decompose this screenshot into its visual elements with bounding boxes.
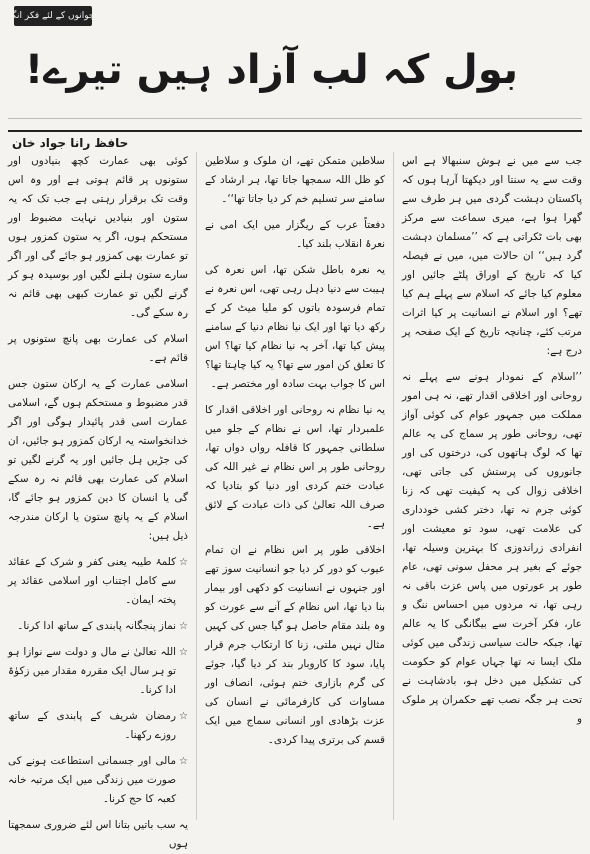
headline: بول کہ لب آزاد ہیں تیرے!: [24, 47, 518, 93]
closing-paragraph: یہ سب باتیں بتانا اس لئے ضروری سمجھتا ہوں: [8, 819, 188, 850]
pillar-item: [8, 752, 188, 809]
column-divider: [196, 152, 197, 820]
paragraph: دفعتاً عرب کے ریگزار میں ایک امی نے نعرۂ انقلاب بلند کیا۔: [205, 219, 385, 250]
paragraph: کوئی بھی عمارت کچھ بنیادوں اور ستونوں پر قائم ہوتی ہے اور وہ اس وقت تک برقرار رہتی ہے جب تک کہ یہ ستون اور بنیادیں نہایت مضبوط اور مستحکم ہوں، اگر یہ ستون کمزور ہوں تو عمارت بھی کمزور ہو جائے گی اور اگر سارے ستون ہلنے لگیں اور بوسیدہ ہو کر گرنے لگیں تو عمارت کبھی بھی قائم نہ رہ سکے گی۔: [8, 155, 188, 319]
quote-paragraph: ’’اسلام کے نمودار ہونے سے پہلے نہ روحانی اور اخلاقی اقدار تھے، نہ ہی امور مملکت میں جمہور عوام کی کوئی آواز تھی، روحانی طور پر سماج کی یہ عالم تھا کہ لوگ ہاتھوں کی، درختوں کی اور جانوروں کی پرستش کی جاتی تھی، اخلاقی زوال کی یہ کیفیت تھی کہ زنا کوئی جرم نہ تھا، دختر کشی خودداری کی علامت تھی، سود تو معیشت اور انفرادی زراندوزی کا بہترین وسیلہ تھا، جوئے کے بغیر ہر محفل سونی تھی، عام طور پر عورتوں میں پاس عزت باقی نہ رہی تھا، نہ مردوں میں احساس ننگ و عار، فکر آخرت سے بیگانگی کا یہ عالم تھا، جبکہ حالت سیاسی زندگی میں کوئی ملک ایسا نہ تھا جہاں عوام کو حکومت کی تشکیل میں دخل ہو، بادشاہت نے تحت ہر جگہ نصب تھے حکمران پر ملوک و: [402, 371, 582, 725]
column-right: [402, 152, 582, 820]
pillar-text: کلمۂ طیبہ یعنی کفر و شرک کے عقائد سے کامل اجتناب اور اسلامی عقائد پر پختہ ایمان۔: [8, 556, 177, 606]
column-left: [8, 152, 188, 850]
column-divider: [393, 152, 394, 820]
pillar-item: [8, 643, 188, 700]
star-icon: ☆: [179, 621, 188, 632]
column-middle: [205, 152, 385, 820]
pillar-text: مالی اور جسمانی استطاعت ہونے کی صورت میں زندگی میں ایک مرتبہ خانہ کعبہ کا حج کرنا۔: [8, 755, 177, 805]
paragraph: یہ نیا نظام نہ روحانی اور اخلاقی اقدار کا علمبردار تھا، اس نے نظام کے جلو میں سلطانی جمہور کا قافلہ رواں دواں تھا، روحانی طور پر اس نظام نے غیر اللہ کی عبادت ختم کردی اور دنیا کو بتادیا کہ صرف اللہ تعالیٰ کی ذات عبادت کے لائق ہے۔: [205, 404, 385, 530]
pillar-item: [8, 707, 188, 745]
paragraph: اسلامی عمارت کے یہ ارکان ستون جس قدر مضبوط و مستحکم ہوں گے، اسلامی عمارت اسی قدر پائیدار ہوگی اور اگر خدانخواستہ یہ ارکان کمزور ہو جائیں، ان کی جڑیں ہل جائیں اور یہ گرنے لگیں تو اسلام کی عمارت بھی قائم نہ رہ سکے گی یا انسان کا دین کمزور ہو جائے گا، اسلام کے یہ پانچ ستون یا ارکان مندرجہ ذیل ہیں:: [8, 378, 188, 542]
pillar-text: رمضان شریف کے پابندی کے ساتھ روزے رکھنا۔: [8, 710, 177, 741]
pillar-item: [8, 617, 188, 636]
paragraph: یہ نعرہ باطل شکن تھا، اس نعرہ کی ہیبت سے دنیا دہل رہی تھی، اس نعرہ نے تمام فرسودہ باتوں کو ملیا میٹ کر کے رکھ دیا تھا اور ایک نیا نظام دنیا کے سامنے پیش کیا تھا، آخر یہ نیا نظام کیا تھا؟ اس کا تعلق کن امور سے تھا؟ یہ کیا چاہتا تھا؟ اس کا جواب بہت سادہ اور مختصر ہے۔: [205, 264, 385, 390]
article-columns: [8, 152, 582, 850]
star-icon: ☆: [179, 557, 188, 568]
star-icon: ☆: [179, 756, 188, 767]
pillar-text: اللہ تعالیٰ نے مال و دولت سے نوازا ہو تو ہر سال ایک مقررہ مقدار میں زکوٰۃ ادا کرنا۔: [8, 646, 177, 696]
section-tag: نوجوانوں کے لئے فکر انگیز: [14, 6, 92, 26]
headline-divider: [8, 118, 582, 119]
paragraph: سلاطین متمکن تھے، ان ملوک و سلاطین کو ظل اللہ سمجھا جاتا تھا، ہر ارشاد کے سامنے سر تسلیم خم کر دیا جاتا تھا‘‘۔: [205, 155, 385, 205]
paragraph: جب سے میں نے ہوش سنبھالا ہے اس وقت سے یہ سنتا اور دیکھتا آرہا ہوں کہ پاکستان دہشت گردی میں ہر طرف سے گھرا ہوا ہے، میری سماعت سے مرکز بھی بات ٹکراتی ہے کہ ’’مسلمان دہشت گرد ہیں‘‘ ان حالات میں، میں نے فیصلہ کیا کہ تاریخ کے اوراق پلٹے جائیں اور معلوم کیا جائے کہ اسلام سے پہلے ہم کیا تھے؟ اور اسلام نے انسانیت پر کیا اثرات مرتب کئے، چنانچہ تاریخ کے ایک صفحہ پر درج ہے:: [402, 155, 582, 357]
paragraph: اخلاقی طور پر اس نظام نے ان تمام عیوب کو دور کر دیا جو انسانیت سوز تھے اور جنہوں نے انسانیت کو دکھی اور بیمار بنا دیا تھا، اس نظام کے آنے سے عورت کو وہ بلند مقام حاصل ہو گیا جس کی کہیں مثال نہیں ملتی، زنا کا ارتکاب جرم قرار پایا، سود کا کاروبار بند کر دیا گیا، جوئے کی گرم بازاری ختم ہوئی، انصاف اور مساوات کی کارفرمائی نے انسان کی عزت بڑھادی اور انسانی سماج میں ایک قسم کی برتری پیدا کردی۔: [205, 544, 385, 746]
byline-bar: [8, 130, 582, 150]
pillar-text: نماز پنجگانہ پابندی کے ساتھ ادا کرنا۔: [17, 620, 177, 632]
pillar-item: [8, 553, 188, 610]
star-icon: ☆: [179, 647, 188, 658]
star-icon: ☆: [179, 711, 188, 722]
paragraph: اسلام کی عمارت بھی پانچ ستونوں پر قائم ہے۔: [8, 333, 188, 364]
author-name: حافظ رانا جواد خان: [12, 136, 129, 150]
